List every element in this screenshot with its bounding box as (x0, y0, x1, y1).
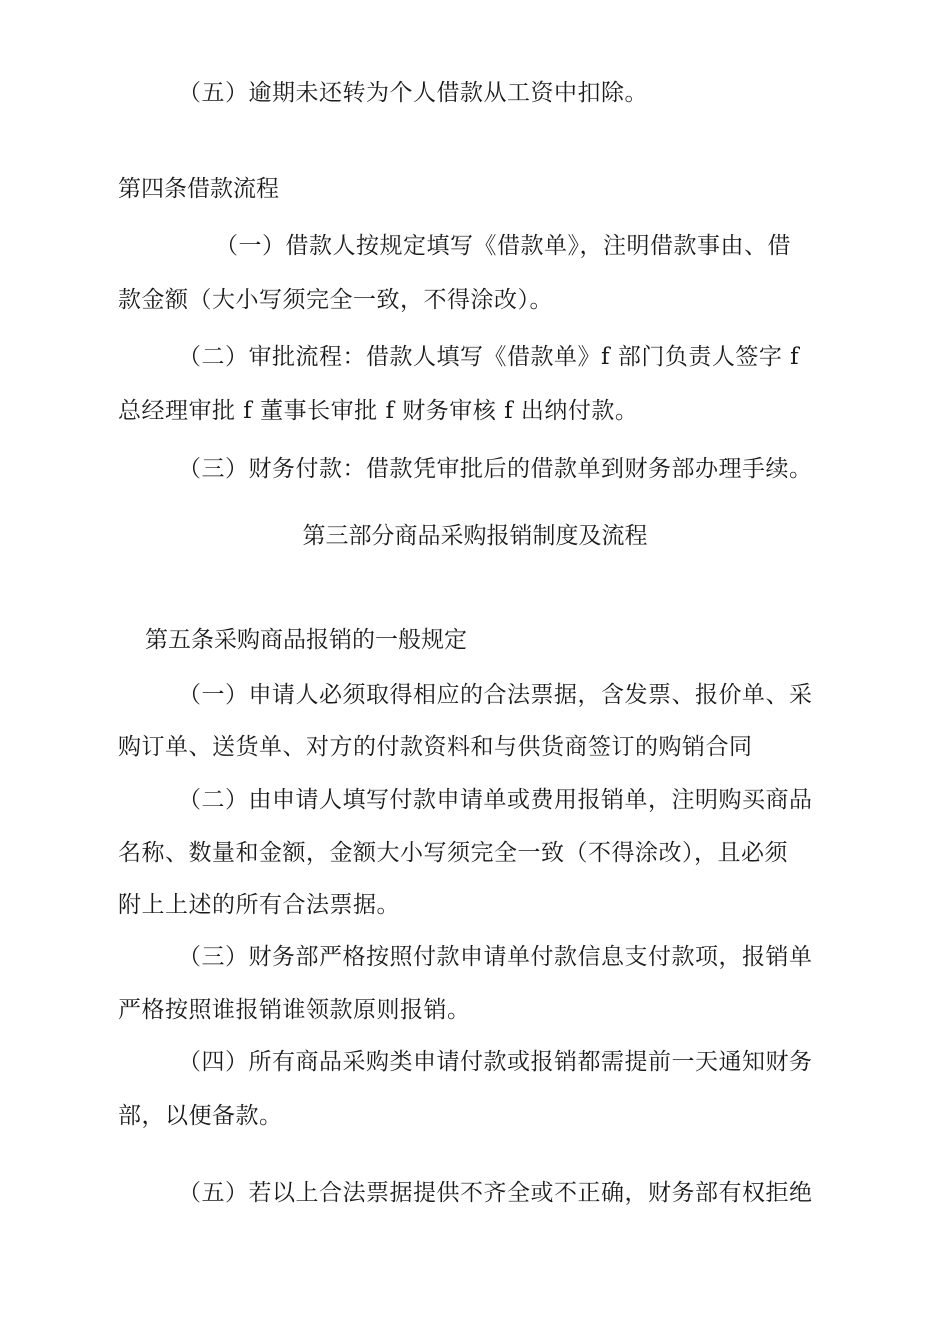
paragraph-line: 部，以便备款。 (118, 1103, 283, 1129)
paragraph-line: 名称、数量和金额，金额大小写须完全一致（不得涂改），且必须 (118, 840, 788, 866)
paragraph-line: （三）财务付款：借款凭审批后的借款单到财务部办理手续。 (178, 456, 813, 482)
section-heading: 第四条借款流程 (118, 176, 279, 202)
paragraph-line: （二）由申请人填写付款申请单或费用报销单，注明购买商品 (178, 787, 813, 813)
section-heading: 第五条采购商品报销的一般规定 (145, 627, 467, 653)
paragraph-line: （一）申请人必须取得相应的合法票据，含发票、报价单、采 (178, 682, 813, 708)
paragraph-line: （二）审批流程：借款人填写《借款单》f 部门负责人签字 f (178, 344, 800, 370)
paragraph-line: （五）若以上合法票据提供不齐全或不正确，财务部有权拒绝 (178, 1180, 813, 1206)
paragraph-line: 严格按照谁报销谁领款原则报销。 (118, 997, 471, 1023)
paragraph-line: （五）逾期未还转为个人借款从工资中扣除。 (178, 80, 648, 106)
part-title: 第三部分商品采购报销制度及流程 (302, 523, 648, 549)
paragraph-line: （四）所有商品采购类申请付款或报销都需提前一天通知财务 (178, 1049, 813, 1075)
paragraph-line: 总经理审批 f 董事长审批 f 财务审核 f 出纳付款。 (118, 398, 639, 424)
paragraph-line: 购订单、送货单、对方的付款资料和与供货商签订的购销合同 (118, 734, 753, 760)
paragraph-line: （一）借款人按规定填写《借款单》，注明借款事由、借 (215, 233, 791, 259)
paragraph-line: （三）财务部严格按照付款申请单付款信息支付款项，报销单 (178, 944, 813, 970)
paragraph-line: 款金额（大小写须完全一致，不得涂改）。 (118, 287, 553, 313)
paragraph-line: 附上上述的所有合法票据。 (118, 892, 400, 918)
